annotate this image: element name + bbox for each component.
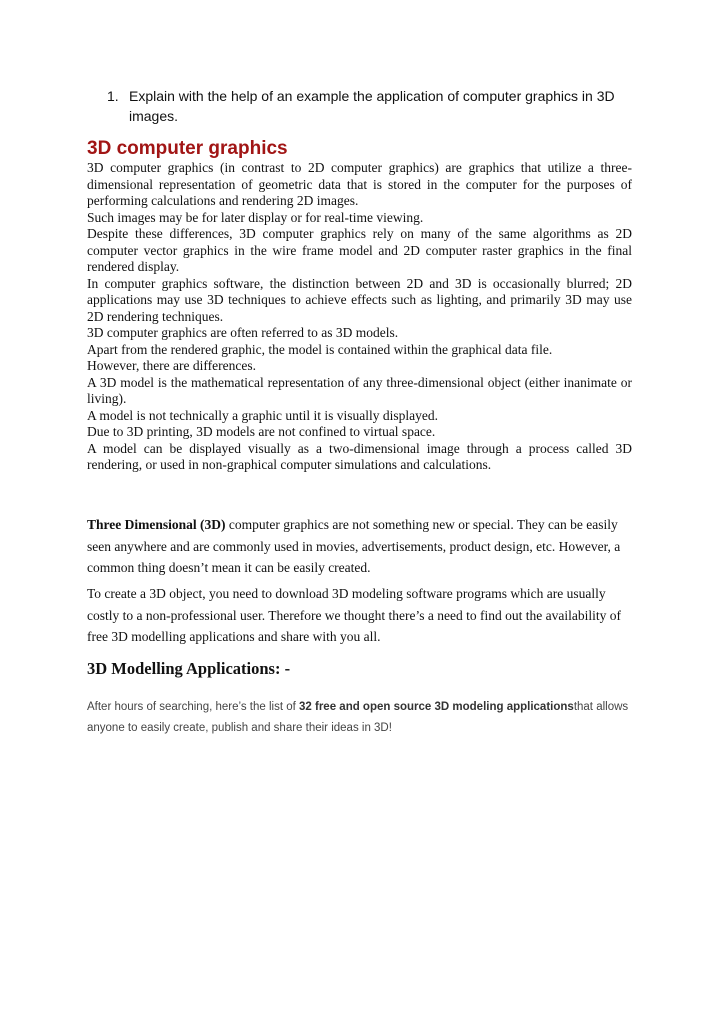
bold-term-part: ) [221, 517, 226, 532]
body-text-block [87, 160, 632, 474]
bold-term [87, 517, 226, 532]
body-line: 3D computer graphics are often referred to as 3D models. [87, 325, 399, 340]
body-line: A model can be displayed visually as a two-dimensional image through a process called 3D rendering, or used in non-graphical computer simulations and calculations. [87, 440, 632, 472]
question-text: Explain with the help of an example the application of computer graphics in 3D images. [129, 88, 615, 124]
body-line: A 3D model is the mathematical representation of any three-dimensional object (either inanimate or living). [87, 374, 632, 406]
intro-text: that allows anyone to easily create, publish and share their ideas in 3D! [87, 701, 629, 734]
question-number: 1. [107, 88, 119, 104]
body-line: Such images may be for later display or for real-time viewing. [87, 209, 424, 225]
body-line: Despite these differences, 3D computer graphics rely on many of the same algorithms as 2D computer vector graphics in the wire frame model and 2D computer raster graphics in the final rendered display. [87, 226, 632, 274]
bold-term-part: 3D [204, 517, 221, 532]
body-line: However, there are differences. [87, 358, 256, 373]
body-line: 3D computer graphics (in contrast to 2D computer graphics) are graphics that utilize a three-dimensional representation of geometric data that is stored in the computer for the purposes of performing calculations and rendering 2D images. [87, 160, 632, 208]
intro-bold-text: 32 free and open source 3D modeling applications [299, 701, 574, 713]
paragraph-rest: computer graphics are not something new or special. They can be easily seen anywhere and are commonly used in movies, advertisements, product design, etc. However, a common thing doesn’t mean it can be easily created. [87, 517, 621, 575]
three-dimensional-paragraph [87, 514, 632, 579]
body-line: Apart from the rendered graphic, the model is contained within the graphical data file. [87, 341, 553, 357]
body-line: Due to 3D printing, 3D models are not confined to virtual space. [87, 424, 436, 439]
modelling-applications-heading: 3D Modelling Applications: - [87, 659, 291, 678]
intro-text: After hours of searching, here’s the list of [87, 701, 300, 713]
create-3d-paragraph: To create a 3D object, you need to download 3D modeling software programs which are usually costly to a non-professional user. Therefore we thought there’s a need to find out the availability of free 3D modelling applications and share with you all. [87, 586, 621, 644]
intro-paragraph [87, 697, 632, 739]
question-item [107, 86, 627, 126]
body-line: In computer graphics software, the distinction between 2D and 3D is occasionally blurred; 2D applications may use 3D techniques to achieve effects such as lighting, and primarily 3D may use 2D rendering techniques. [87, 275, 632, 324]
section-heading: 3D computer graphics [87, 138, 288, 159]
bold-term-part: Three Dimensional ( [87, 517, 205, 532]
body-line: A model is not technically a graphic until it is visually displayed. [87, 407, 438, 423]
